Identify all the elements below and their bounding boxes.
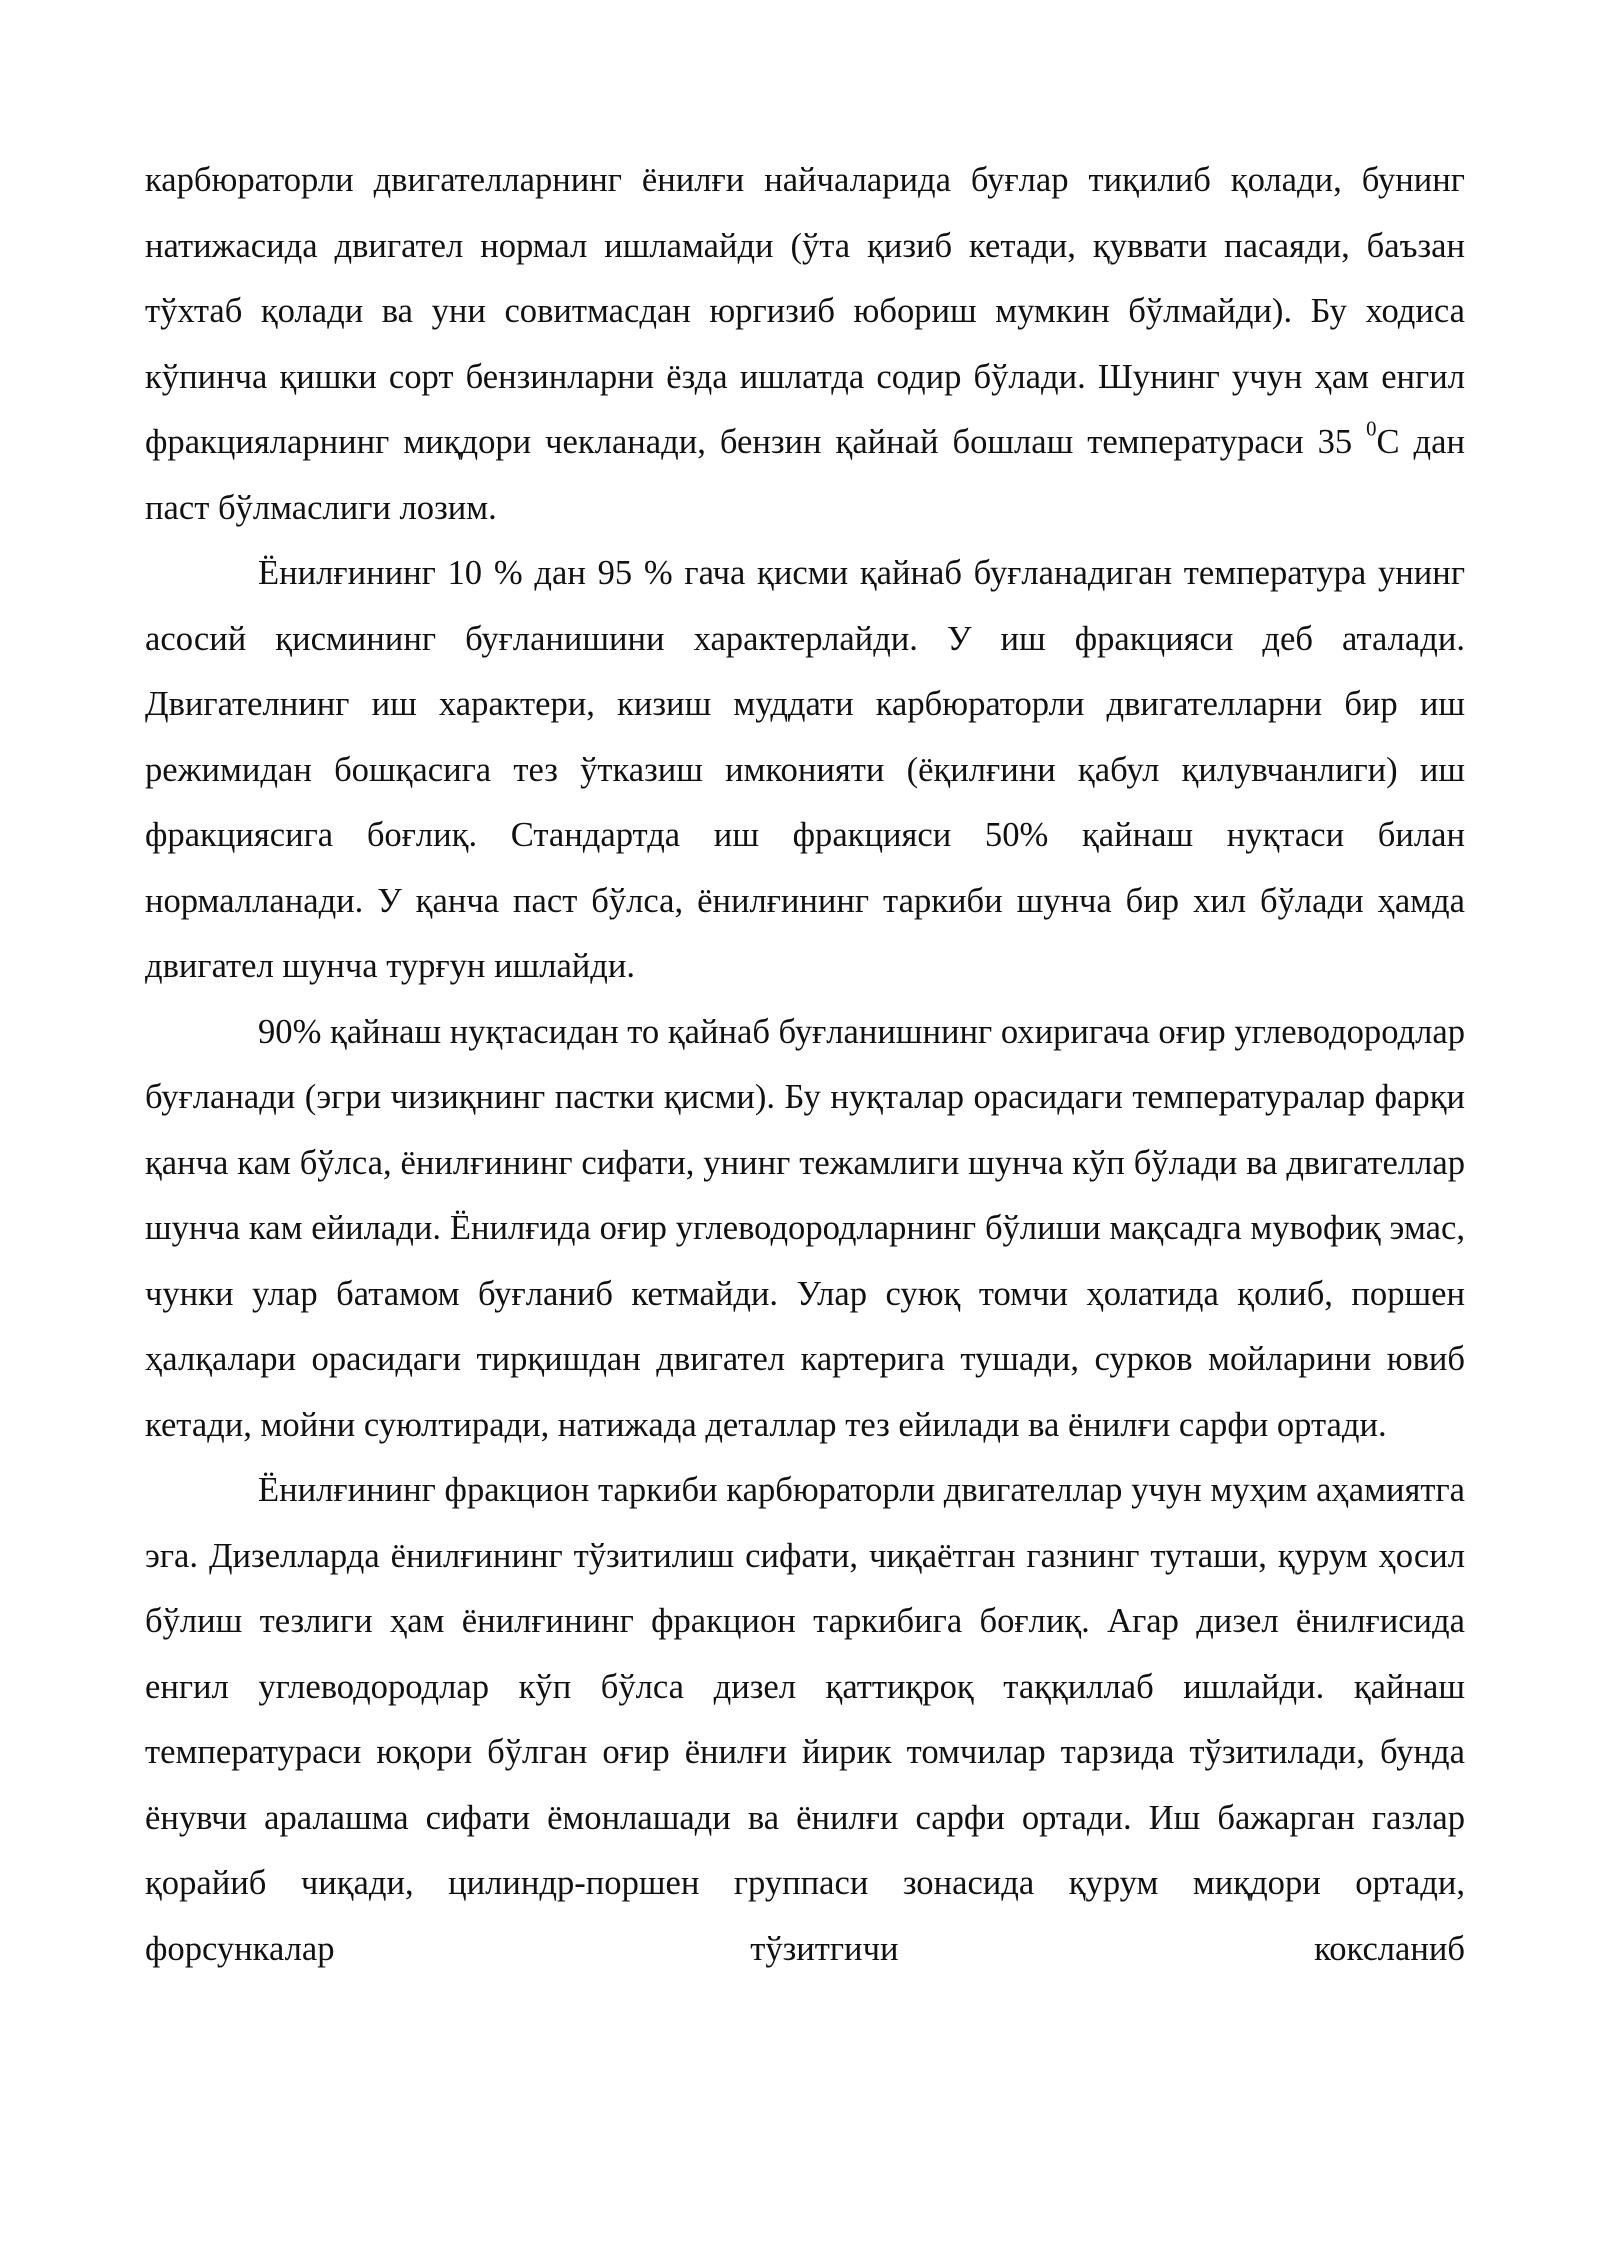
degree-superscript: 0 xyxy=(1366,418,1377,441)
paragraph-3: 90% қайнаш нуқтасидан то қайнаб буғланишнинг охиригача оғир углеводородлар буғланади (эгри чизиқнинг пастки қисми). Бу нуқталар орасидаги температуралар фарқи қанча кам бўлса, ёнилғининг сифати, унинг тежамлиги шунча кўп бўлади ва двигателлар шунча кам ейилади. Ёнилғида оғир углеводородларнинг бўлиши мақсадга мувофиқ эмас, чунки улар батамом буғланиб кетмайди. Улар суюқ томчи ҳолатида қолиб, поршен ҳалқалари орасидаги тирқишдан двигател картерига тушади, сурков мойларини ювиб кетади, мойни суюлтиради, натижада деталлар тез ейилади ва ёнилғи сарфи ортади. xyxy=(145,1012,1465,1444)
paragraph-4: Ёнилғининг фракцион таркиби карбюраторли двигателлар учун муҳим аҳамиятга эга. Дизелларда ёнилғининг тўзитилиш сифати, чиқаётган газнинг туташи, қурум ҳосил бўлиш тезлиги ҳам ёнилғининг фракцион таркибига боғлиқ. Агар дизел ёнилғисида енгил углеводородлар кўп бўлса дизел қаттиқроқ таққиллаб ишлайди. қайнаш температураси юқори бўлган оғир ёнилғи йирик томчилар тарзида тўзитилади, бунда ёнувчи аралашма сифати ёмонлашади ва ёнилғи сарфи ортади. Иш бажарган газлар қорайиб чиқади, цилиндр-поршен группаси зонасида қурум миқдори ортади, форсункалар тўзитгичи коксланиб xyxy=(145,1471,1465,1968)
document-page xyxy=(145,148,1465,1982)
paragraph-1-text-end: С дан паст бўлмаслиги лозим. xyxy=(145,423,1465,527)
paragraph-1 xyxy=(145,148,1465,541)
paragraph-2: Ёнилғининг 10 % дан 95 % гача қисми қайнаб буғланадиган температура унинг асосий қисмининг буғланишини характерлайди. У иш фракцияси деб аталади. Двигателнинг иш характери, кизиш муддати карбюраторли двигателларни бир иш режимидан бошқасига тез ўтказиш имконияти (ёқилғини қабул қилувчанлиги) иш фракциясига боғлиқ. Стандартда иш фракцияси 50% қайнаш нуқтаси билан нормалланади. У қанча паст бўлса, ёнилғининг таркиби шунча бир хил бўлади ҳамда двигател шунча турғун ишлайди. xyxy=(145,554,1465,985)
paragraph-1-text: карбюраторли двигателларнинг ёнилғи найчаларида буғлар тиқилиб қолади, бунинг натижасида двигател нормал ишламайди (ўта қизиб кетади, қуввати пасаяди, баъзан тўхтаб қолади ва уни совитмасдан юргизиб юбориш мумкин бўлмайди). Бу ходиса кўпинча қишки сорт бензинларни ёзда ишлатда содир бўлади. Шунинг учун ҳам енгил фракцияларнинг миқдори чекланади, бензин қайнай бошлаш температураси 35 xyxy=(145,161,1465,461)
